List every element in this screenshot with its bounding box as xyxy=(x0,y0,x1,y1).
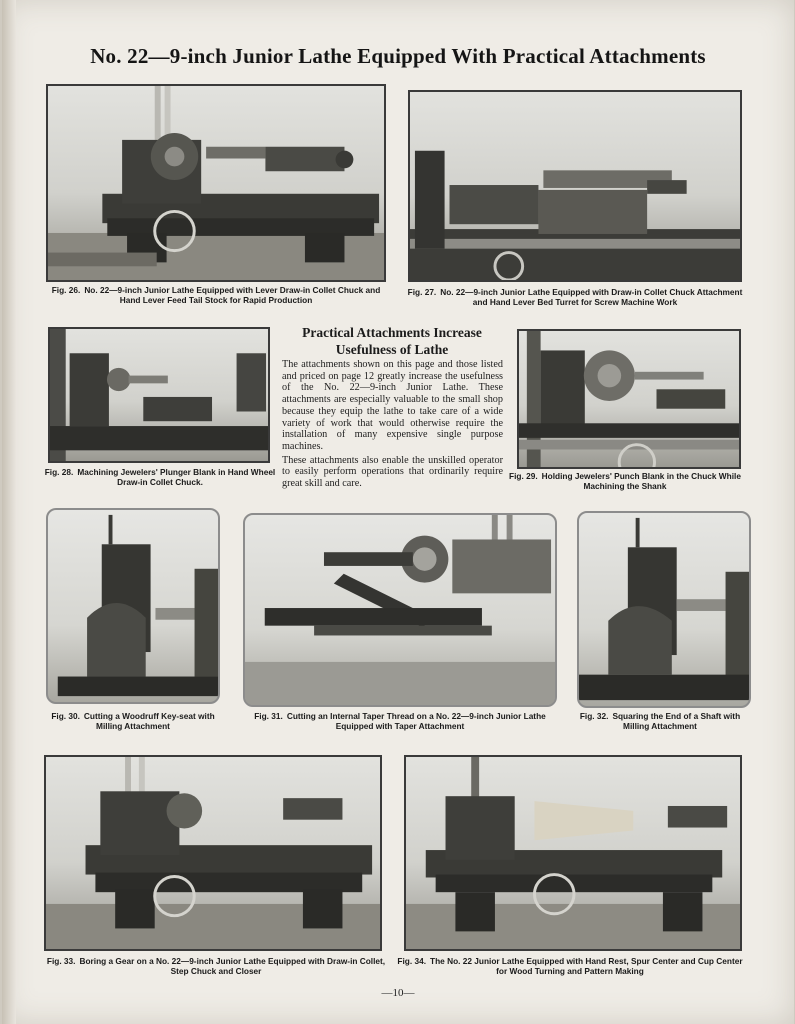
milling-photo-icon xyxy=(579,513,749,706)
article-paragraph: The attachments shown on this page and those listed and priced on page 12 greatly increase the usefulness of the No. 22—9-inch Junior Lathe. These attachments are especially valuable to the small shop because they equip the lathe to take care of a wide variety of work that would otherwise require the installation of many expensive single purpose machines. xyxy=(282,359,503,452)
lathe-photo-icon xyxy=(48,86,384,280)
page-binding-edge xyxy=(2,0,16,1024)
fig-28-caption xyxy=(44,468,276,487)
figure-caption-text: Machining Jewelers' Plunger Blank in Hand Wheel Draw-in Collet Chuck. xyxy=(77,467,276,487)
fig-31-caption xyxy=(240,712,560,731)
figure-number: Fig. 32. xyxy=(579,711,609,721)
figure-caption-text: Cutting a Woodruff Key-seat with Milling Attachment xyxy=(83,711,215,731)
milling-photo-icon xyxy=(48,510,218,702)
figure-caption-text: No. 22—9-inch Junior Lathe Equipped with Lever Draw-in Collet Chuck and Hand Lever Feed Tail Stock for Rapid Production xyxy=(84,285,381,305)
article-paragraph: These attachments also enable the unskilled operator to easily perform operations that ordinarily require great skill and care. xyxy=(282,454,503,490)
fig-27-caption xyxy=(400,288,750,307)
article-body xyxy=(282,359,503,492)
figure-number: Fig. 28. xyxy=(44,467,74,477)
figure-number: Fig. 34. xyxy=(397,956,427,966)
fig-34-caption xyxy=(394,957,746,976)
fig-31-photo xyxy=(243,513,557,707)
figure-number: Fig. 33. xyxy=(46,956,76,966)
taper-photo-icon xyxy=(245,515,555,705)
article-heading xyxy=(280,324,504,358)
article-heading-line: Usefulness of Lathe xyxy=(335,342,449,357)
figure-number: Fig. 26. xyxy=(51,285,81,295)
fig-34-photo xyxy=(404,755,742,951)
page-number: —10— xyxy=(381,987,415,999)
figure-caption-text: Squaring the End of a Shaft with Milling Attachment xyxy=(612,711,741,731)
lathe-photo-icon xyxy=(410,92,740,280)
figure-caption-text: Holding Jewelers' Punch Blank in the Chuck While Machining the Shank xyxy=(541,471,741,491)
fig-33-photo xyxy=(44,755,382,951)
figure-caption-text: The No. 22 Junior Lathe Equipped with Hand Rest, Spur Center and Cup Center for Wood Turning and Pattern Making xyxy=(430,956,743,976)
article-heading-line: Practical Attachments Increase xyxy=(302,325,482,340)
figure-caption-text: Cutting an Internal Taper Thread on a No. 22—9-inch Junior Lathe Equipped with Taper Attachment xyxy=(286,711,546,731)
page-title: No. 22—9-inch Junior Lathe Equipped With Practical Attachments xyxy=(90,44,706,68)
figure-caption-text: Boring a Gear on a No. 22—9-inch Junior Lathe Equipped with Draw-in Collet, Step Chuck and Closer xyxy=(79,956,386,976)
figure-number: Fig. 27. xyxy=(407,287,437,297)
figure-number: Fig. 29. xyxy=(509,471,538,481)
figure-number: Fig. 30. xyxy=(51,711,80,721)
fig-26-photo xyxy=(46,84,386,282)
fig-30-caption xyxy=(38,712,228,731)
figure-caption-text: No. 22—9-inch Junior Lathe Equipped with Draw-in Collet Chuck Attachment and Hand Lever Bed Turret for Screw Machine Work xyxy=(440,287,743,307)
lathe-photo-icon xyxy=(406,757,740,949)
fig-32-caption xyxy=(568,712,752,731)
figure-number: Fig. 31. xyxy=(254,711,283,721)
fig-30-photo xyxy=(46,508,220,704)
lathe-photo-icon xyxy=(46,757,380,949)
fig-28-photo xyxy=(48,327,270,463)
fig-33-caption xyxy=(42,957,390,976)
lathe-photo-icon xyxy=(50,329,268,461)
lathe-photo-icon xyxy=(519,331,739,467)
fig-29-photo xyxy=(517,329,741,469)
fig-27-photo xyxy=(408,90,742,282)
fig-32-photo xyxy=(577,511,751,708)
fig-29-caption xyxy=(507,472,743,491)
fig-26-caption xyxy=(46,286,386,305)
catalog-page xyxy=(2,0,794,1024)
